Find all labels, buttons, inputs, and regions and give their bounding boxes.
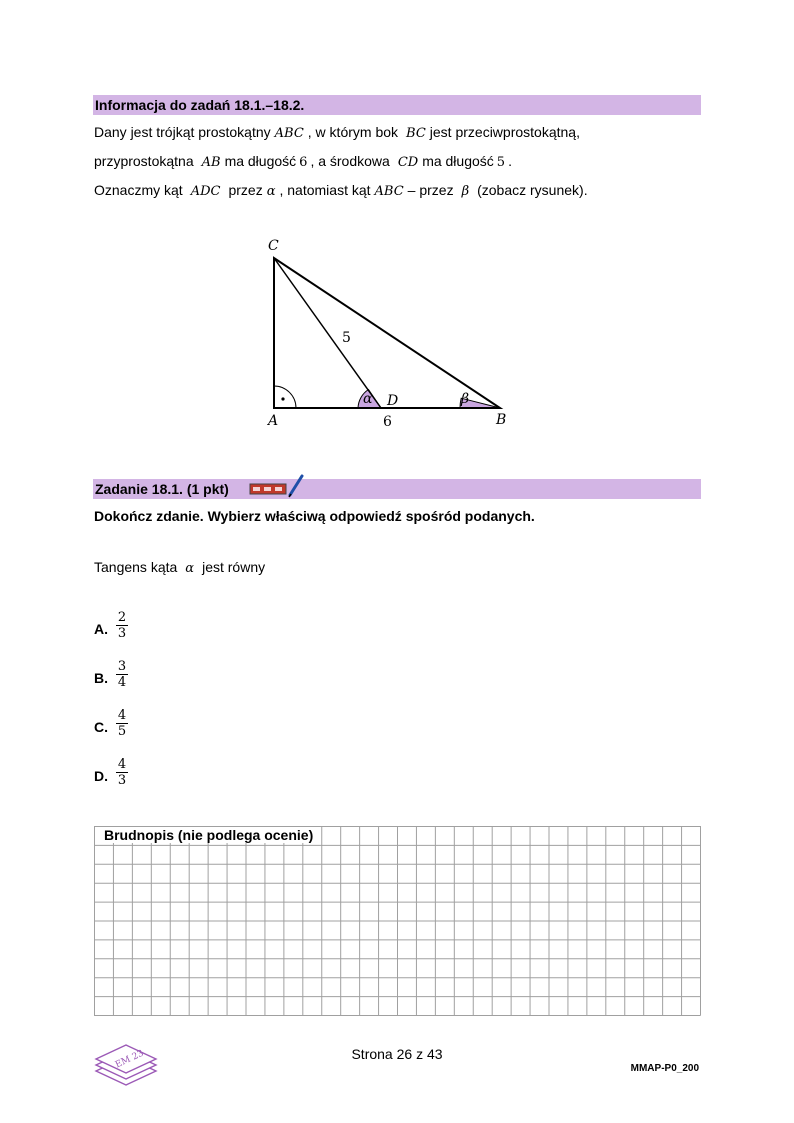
draft-grid[interactable]	[94, 826, 701, 1016]
info-line-3: Oznaczmy kąt ADC przez α , natomiast kąt ABC – przez β (zobacz rysunek).	[94, 182, 588, 199]
task-header-text: Zadanie 18.1. (1 pkt)	[95, 481, 229, 497]
vertex-label-b: B	[496, 412, 507, 428]
option-c-fraction: $\frac{4}{5}$	[117, 708, 127, 739]
triangle-abc	[274, 258, 500, 408]
vertex-label-d: D	[387, 393, 399, 409]
vertex-label-a: A	[268, 413, 279, 429]
option-a-fraction: $\frac{2}{3}$	[117, 610, 127, 641]
right-angle-arc	[274, 386, 296, 408]
length-label-cd: 5	[342, 330, 351, 346]
right-angle-dot	[281, 397, 284, 400]
task-header	[93, 479, 701, 499]
length-label-ab: 6	[383, 414, 392, 430]
logo-text: EM 23	[113, 1048, 146, 1071]
option-d-fraction: $\frac{4}{3}$	[117, 757, 127, 788]
info-line-2: przyprostokątna AB ma długość 6 , a środkowa CD ma długość 5 .	[94, 153, 512, 170]
median-cd	[274, 258, 381, 408]
draft-title: Brudnopis (nie podlega ocenie)	[104, 827, 314, 843]
exam-code: MMAP-P0_200	[630, 1063, 699, 1074]
page-number: Strona 26 z 43	[351, 1046, 443, 1062]
vertex-label-c: C	[268, 238, 279, 254]
pen-icon	[287, 473, 307, 499]
info-header: Informacja do zadań 18.1.–18.2.	[93, 95, 701, 115]
angle-label-alpha: α	[363, 391, 373, 407]
info-line-1: Dany jest trójkąt prostokątny ABC , w którym bok BC jest przeciwprostokątną,	[94, 124, 580, 141]
task-question: Tangens kąta α jest równy	[94, 559, 266, 576]
angle-label-beta: β	[461, 391, 470, 407]
triangle-figure	[0, 0, 794, 440]
task-instruction: Dokończ zdanie. Wybierz właściwą odpowiedź spośród podanych.	[94, 508, 535, 524]
option-b-fraction: $\frac{3}{4}$	[117, 659, 127, 690]
cke-logo	[92, 1033, 160, 1091]
